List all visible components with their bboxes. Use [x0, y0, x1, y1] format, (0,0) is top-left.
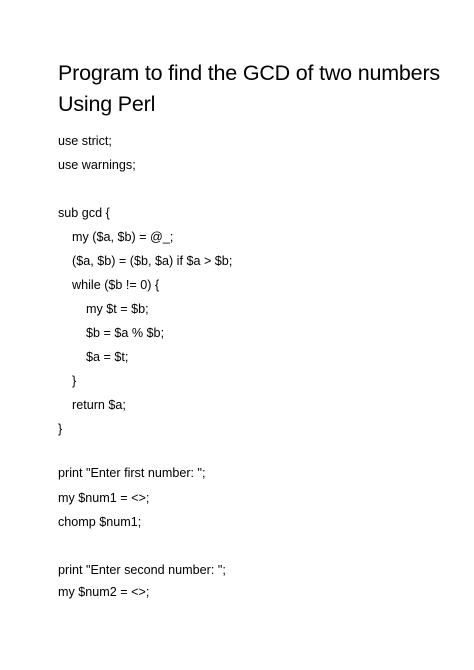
code-line: return $a;: [58, 398, 126, 412]
code-line: my ($a, $b) = @_;: [58, 230, 174, 244]
code-line: ($a, $b) = ($b, $a) if $a > $b;: [58, 254, 233, 268]
code-line: $b = $a % $b;: [58, 326, 165, 340]
code-line: $a = $t;: [58, 350, 129, 364]
title-line-1: Program to find the GCD of two numbers: [58, 61, 440, 85]
code-line: my $num1 = <>;: [58, 491, 150, 505]
code-line: print "Enter second number: ";: [58, 563, 226, 577]
code-line: print "Enter first number: ";: [58, 466, 206, 480]
code-line: while ($b != 0) {: [58, 278, 160, 292]
code-line: chomp $num1;: [58, 515, 142, 529]
title-line-2: Using Perl: [58, 92, 156, 116]
code-line: }: [58, 422, 63, 436]
code-line: }: [58, 374, 77, 388]
code-line: my $t = $b;: [58, 302, 149, 316]
code-line: use warnings;: [58, 158, 136, 172]
code-line: use strict;: [58, 134, 112, 148]
code-line: my $num2 = <>;: [58, 585, 150, 599]
code-line: sub gcd {: [58, 206, 110, 220]
page-title: [58, 58, 458, 120]
